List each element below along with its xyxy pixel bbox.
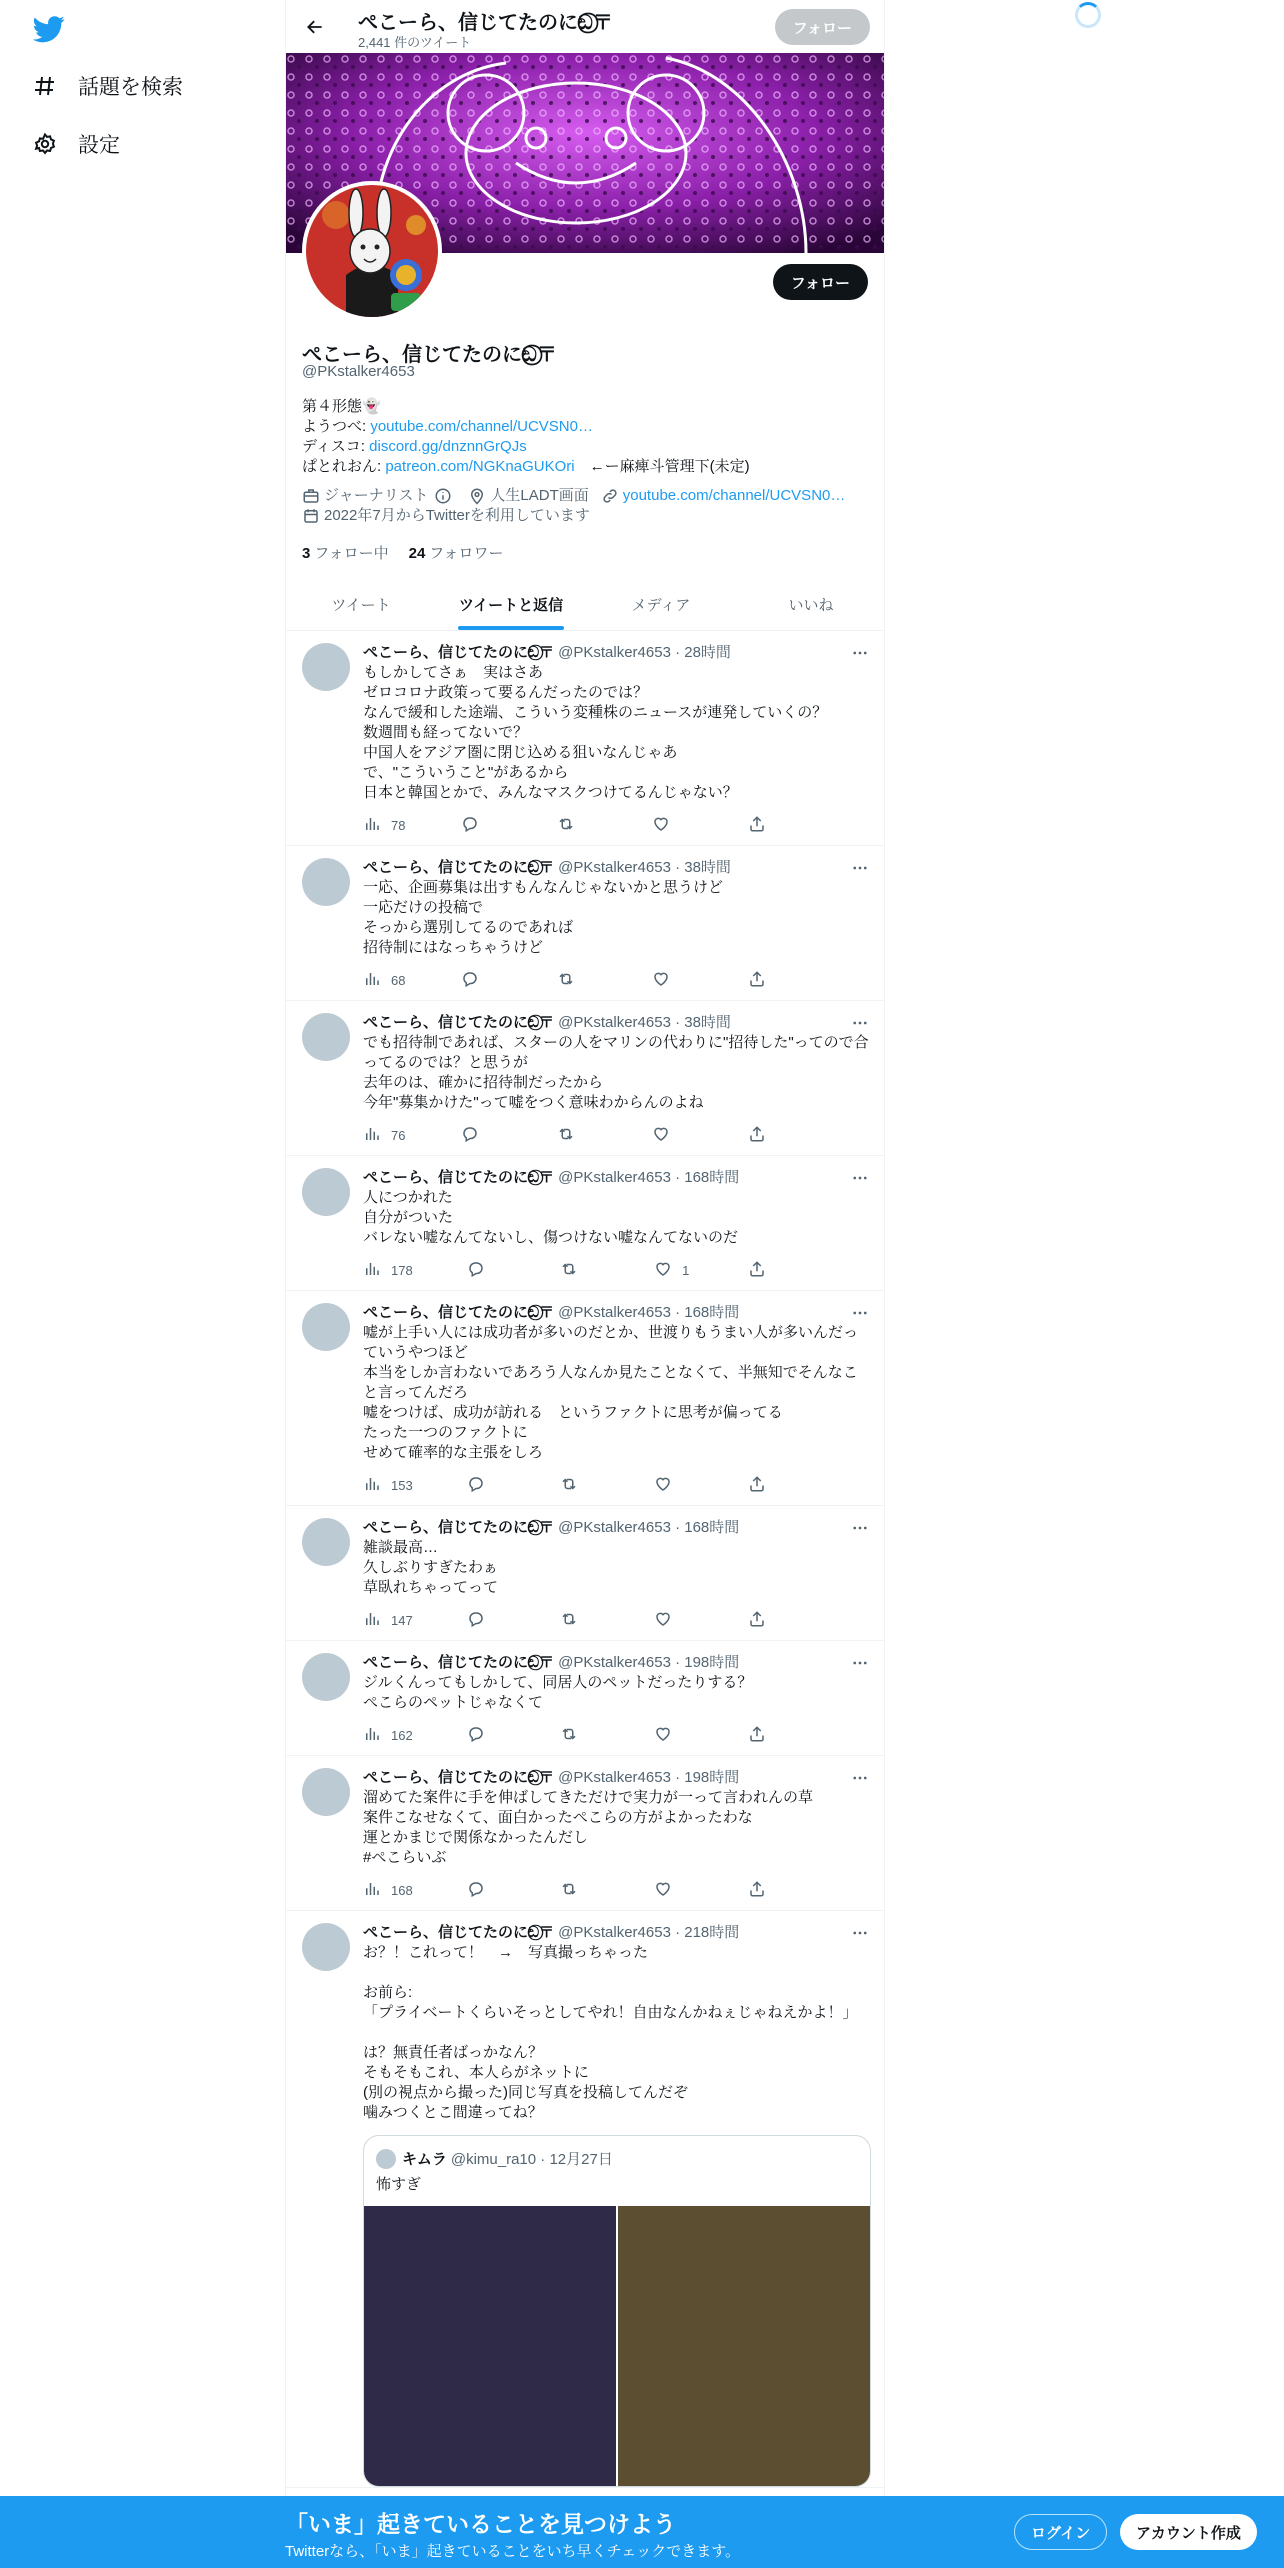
loading-spinner-icon [1075,2,1101,28]
bio-youtube-link[interactable]: youtube.com/channel/UCVSN0… [370,418,593,435]
views-button[interactable] [363,815,405,836]
tweet-author-name[interactable]: ぺこーら、信じてたのにඞ⃝〒 [363,1169,555,1186]
tweet-author-handle[interactable]: @PKstalker4653 · 168時間 [558,1304,740,1321]
tweet-text: お？！これって！ → 写真撮っちゃった お前ら: 「プライベートくらいそっとしてやれ！自由なんかねぇじゃねえかよ！」 は？無責任者ばっかなん？ そもそもこれ、本人らがネットに (別の視点から撮った)同じ写真を投稿してんだぞ 噛みつくとこ間違ってね？ [363,1944,858,2121]
back-arrow-icon[interactable] [298,10,332,44]
share-icon [748,1610,776,1631]
retweet-button[interactable] [560,1880,600,1901]
tweet[interactable] [286,1156,885,1291]
profile-bio [302,397,872,477]
tweet-header [363,1923,870,1943]
share-icon [748,1125,776,1146]
bio-label: ←ー麻痺斗管理下(未定) [574,458,750,475]
share-icon [748,1880,776,1901]
tweet[interactable] [286,1506,885,1641]
share-button[interactable] [748,1260,788,1281]
views-button[interactable] [363,1880,413,1901]
bio-patreon-link[interactable]: patreon.com/NGKnaGUKOri [385,458,575,475]
tweet-text: ジルくんってもしかして、同居人のペットだったりする？ ぺこらのペットじゃなくて [363,1674,753,1711]
reply-button[interactable] [467,1610,507,1631]
like-button[interactable] [652,815,692,836]
retweet-button[interactable] [560,1475,600,1496]
info-icon [434,487,452,505]
signup-button[interactable]: アカウント作成 [1120,2514,1257,2550]
reply-icon [467,1725,495,1746]
sidebar-item-settings[interactable] [18,118,134,170]
views-button[interactable] [363,1610,413,1631]
share-icon [748,1260,776,1281]
tweet[interactable] [286,631,885,846]
share-button[interactable] [748,815,788,836]
views-count: 147 [391,1612,413,1628]
retweet-button[interactable] [560,1260,600,1281]
quoted-tweet-header [364,2136,870,2169]
tweet-author-handle[interactable]: @PKstalker4653 · 38時間 [558,859,731,876]
tweet-actions [363,805,788,845]
tweet-author-handle[interactable]: @PKstalker4653 · 198時間 [558,1654,740,1671]
followers-label: フォロワー [429,545,504,562]
profile-location [468,486,588,506]
timeline [286,631,885,2488]
followers-count: 24 [408,545,426,562]
heart-icon [654,1475,682,1496]
views-count: 168 [391,1882,413,1898]
location-label: 人生LADT画面 [490,487,589,504]
retweet-button[interactable] [560,1725,600,1746]
tab-tweets-and-replies[interactable]: ツイートと返信 [436,578,586,630]
like-button[interactable] [654,1880,694,1901]
page-title: ぺこーら、信じてたのにඞ⃝〒 [358,12,613,34]
quoted-media-image[interactable] [364,2206,618,2486]
calendar-icon [302,507,320,525]
heart-icon [652,1125,680,1146]
reply-icon [461,1125,489,1146]
tweet-author-handle[interactable]: @PKstalker4653 · 38時間 [558,1014,731,1031]
more-options-icon[interactable] [850,643,870,663]
more-options-icon[interactable] [850,858,870,878]
reply-icon [461,970,489,991]
more-options-icon[interactable] [850,1923,870,1943]
share-button[interactable] [748,1475,788,1496]
heart-icon [652,970,680,991]
profile-url[interactable] [601,486,846,506]
following-label: フォロー中 [314,545,389,562]
tweet-avatar[interactable] [302,1518,350,1566]
retweet-icon [560,1610,588,1631]
link-icon [601,487,619,505]
tweet-actions [363,1600,788,1640]
views-count: 178 [391,1262,413,1278]
tweet-avatar[interactable] [302,1303,350,1351]
bio-line [302,437,872,457]
tweet-author-name[interactable]: ぺこーら、信じてたのにඞ⃝〒 [363,1769,555,1786]
quoted-tweet-avatar [376,2149,396,2169]
tweet-header [363,1013,870,1033]
follow-button[interactable]: フォロー [773,264,868,300]
more-options-icon[interactable] [850,1303,870,1323]
tab-likes[interactable]: いいね [788,596,834,614]
profile-name: ぺこーら、信じてたのにඞ⃝〒 [302,344,557,366]
share-button[interactable] [748,1880,788,1901]
tweet-avatar[interactable] [302,1168,350,1216]
profile-avatar[interactable] [302,181,442,321]
tweet-author-handle[interactable]: @PKstalker4653 · 28時間 [558,644,731,661]
views-icon [363,1475,391,1496]
signup-banner-subtitle: Twitterなら、「いま」起きていることをいち早くチェックできます。 [285,2543,741,2560]
retweet-icon [560,1475,588,1496]
profile-url-link[interactable]: youtube.com/channel/UCVSN0… [622,487,846,504]
tweet-avatar[interactable] [302,1013,350,1061]
profile-category [302,486,456,506]
tweet-header [363,1168,870,1188]
tweet-header [363,1768,870,1788]
tweet-author-name[interactable]: ぺこーら、信じてたのにඞ⃝〒 [363,644,555,661]
profile-handle: @PKstalker4653 [302,363,415,380]
tab-tweets[interactable]: ツイート [331,596,391,614]
tweet-text: もしかしてさぁ 実はさあ ゼロコロナ政策って要るんだったのでは？ なんで緩和した途端、こういう変種株のニュースが連発していくの？ 数週間も経ってないで？ 中国人をアジア圏に閉じ込める狙いなんじゃあ で、"こういうこと"があるから 日本と韓国とかで、みんなマスクつけてるんじゃない？ [363,664,828,801]
tweet-author-name[interactable]: ぺこーら、信じてたのにඞ⃝〒 [363,1519,555,1536]
tweet-actions [363,1250,788,1290]
reply-button[interactable] [461,970,501,991]
reply-button[interactable] [461,1125,501,1146]
share-button[interactable] [748,970,788,991]
retweet-icon [557,815,585,836]
tweet-header [363,858,870,878]
header-follow-button[interactable]: フォロー [775,9,870,45]
tweet-author-name[interactable]: ぺこーら、信じてたのにඞ⃝〒 [363,1924,555,1941]
bio-label: ディスコ: [302,438,370,455]
tweet-author-name[interactable]: ぺこーら、信じてたのにඞ⃝〒 [363,1304,555,1321]
profile-meta [302,486,872,526]
tweet-avatar[interactable] [302,1923,350,1971]
login-button[interactable]: ログイン [1014,2514,1107,2550]
tweet-count: 2,441 件のツイート [358,35,472,50]
tab-media[interactable]: メディア [631,596,691,614]
retweet-icon [560,1260,588,1281]
share-icon [748,1475,776,1496]
tweet-text: 嘘が上手い人には成功者が多いのだとか、世渡りもうまい人が多いんだっていうやつほど 本当をしか言わないであろう人なんか見たことなくて、半無知でそんなこと言ってんだろ 嘘をつけば、成功が訪れる というファクトに思考が偏ってる たった一つのファクトに せめて確率的な主張をしろ [363,1324,859,1461]
tweet-hashtag[interactable]: #ぺこらいぶ [363,1849,447,1866]
more-options-icon[interactable] [850,1013,870,1033]
joined-label: 2022年7月からTwitterを利用しています [324,507,590,524]
reply-button[interactable] [467,1260,507,1281]
views-count: 78 [391,817,406,833]
tweet-author-handle[interactable]: @PKstalker4653 · 168時間 [558,1519,740,1536]
reply-icon [467,1880,495,1901]
bio-line [302,417,872,437]
tweet-avatar[interactable] [302,858,350,906]
share-icon [748,815,776,836]
tweet[interactable] [286,1291,885,1506]
retweet-icon [557,970,585,991]
heart-icon [654,1610,682,1631]
views-count: 76 [391,1127,406,1143]
tweet[interactable] [286,1641,885,1756]
bio-label: ようつべ: [302,418,371,435]
tweet-text: 雑談最高… 久しぶりすぎたわぁ 草臥れちゃってって [363,1539,499,1596]
views-button[interactable] [363,1260,413,1281]
profile-header-bar [286,0,885,53]
tweet-text: 一応、企画募集は出すもんなんじゃないかと思うけど 一応だけの投稿で そっから選別してるのであれば 招待制にはなっちゃうけど [363,879,724,956]
like-button[interactable] [654,1260,694,1281]
tweet-author-name[interactable]: ぺこーら、信じてたのにඞ⃝〒 [363,1014,555,1031]
share-icon [748,970,776,991]
tweet-actions [363,1715,788,1755]
tweet-author-handle[interactable]: @PKstalker4653 · 168時間 [558,1169,740,1186]
reply-button[interactable] [467,1475,507,1496]
views-icon [363,1725,391,1746]
views-icon [363,1880,391,1901]
tweet-avatar[interactable] [302,1653,350,1701]
hashtag-icon [32,73,58,99]
tweet-avatar[interactable] [302,1768,350,1816]
tweet-actions [363,1115,788,1155]
like-button[interactable] [654,1610,694,1631]
reply-button[interactable] [461,815,501,836]
tweet[interactable] [286,1001,885,1156]
sidebar-item-label: 話題を検索 [78,76,183,99]
quoted-media-image[interactable] [618,2206,870,2486]
tweet[interactable] [286,846,885,1001]
followers-link[interactable] [409,542,504,563]
tweet-text: でも招待制であれば、スターの人をマリンの代わりに"招待した"ってので合ってるのでは？と思うが 去年のは、確かに招待制だったから 今年"募集かけた"って嘘をつく意味わからんのよね [363,1034,869,1111]
tweet-author-handle[interactable]: @PKstalker4653 · 198時間 [558,1769,740,1786]
views-icon [363,815,391,836]
bio-discord-link[interactable]: discord.gg/dnznnGrQJs [369,438,527,455]
views-count: 68 [391,972,406,988]
tweet-text: 人につかれた 自分がついた バレない嘘なんてないし、傷つけない嘘なんてないのだ [363,1189,739,1246]
briefcase-icon [302,487,320,505]
tweet-avatar[interactable] [302,643,350,691]
retweet-icon [560,1725,588,1746]
views-button[interactable] [363,1125,405,1146]
tweet-header [363,643,870,663]
retweet-icon [560,1880,588,1901]
gear-icon [32,131,58,157]
like-button[interactable] [654,1725,694,1746]
heart-icon [652,815,680,836]
tweet-actions [363,1465,788,1505]
signup-banner-title: 「いま」起きていることを見つけよう [285,2511,676,2537]
bio-line [302,457,872,477]
reply-icon [467,1610,495,1631]
tweet-header [363,1518,870,1538]
quoted-tweet-media[interactable] [364,2206,870,2486]
views-button[interactable] [363,1475,413,1496]
like-button[interactable] [654,1475,694,1496]
views-icon [363,1610,391,1631]
views-icon [363,1260,391,1281]
profile-column [285,0,885,2568]
share-button[interactable] [748,1125,788,1146]
heart-icon [654,1260,682,1281]
sidebar-item-explore[interactable] [18,60,197,112]
more-options-icon[interactable] [850,1168,870,1188]
share-button[interactable] [748,1725,788,1746]
more-options-icon[interactable] [850,1653,870,1673]
quoted-tweet[interactable] [363,2135,871,2487]
share-icon [748,1725,776,1746]
views-icon [363,970,391,991]
sidebar-item-label: 設定 [78,134,120,157]
reply-button[interactable] [467,1725,507,1746]
views-count: 153 [391,1477,413,1493]
retweet-button[interactable] [557,815,597,836]
tweet-author-name[interactable]: ぺこーら、信じてたのにඞ⃝〒 [363,859,555,876]
quoted-tweet-handle: @kimu_ra10 · 12月27日 [450,2151,613,2168]
like-count: 1 [682,1262,690,1278]
more-options-icon[interactable] [850,1768,870,1788]
location-pin-icon [468,487,486,505]
profile-joined [302,506,590,526]
retweet-button[interactable] [557,970,597,991]
heart-icon [654,1880,682,1901]
tweet-author-name[interactable]: ぺこーら、信じてたのにඞ⃝〒 [363,1654,555,1671]
twitter-bird-icon[interactable] [33,13,65,45]
bio-label: ぱとれおん: [302,458,386,475]
tweet-header [363,1653,870,1673]
quoted-tweet-author: キムラ [402,2151,447,2168]
retweet-button[interactable] [560,1610,600,1631]
tweet-header [363,1303,870,1323]
tweet-author-handle[interactable]: @PKstalker4653 · 218時間 [558,1924,740,1941]
like-button[interactable] [652,970,692,991]
like-button[interactable] [652,1125,692,1146]
quoted-tweet-text: 怖すぎ [376,2176,422,2193]
share-button[interactable] [748,1610,788,1631]
category-label: ジャーナリスト [324,487,429,504]
heart-icon [654,1725,682,1746]
views-button[interactable] [363,1725,413,1746]
reply-icon [461,815,489,836]
reply-button[interactable] [467,1880,507,1901]
views-button[interactable] [363,970,405,991]
signup-banner [0,2496,1284,2568]
retweet-button[interactable] [557,1125,597,1146]
tweet-actions [363,960,788,1000]
tweet[interactable] [286,1756,885,1911]
more-options-icon[interactable] [850,1518,870,1538]
views-icon [363,1125,391,1146]
reply-icon [467,1260,495,1281]
retweet-icon [557,1125,585,1146]
reply-icon [467,1475,495,1496]
tweet-actions [363,1870,788,1910]
following-count: 3 [302,545,311,562]
profile-stats [302,542,524,563]
tweet[interactable] [286,1911,885,2488]
tweet-text: 溜めてた案件に手を伸ばしてきただけで実力が一って言われんの草 案件こなせなくて、面白かったぺこらの方がよかったわな 運とかまじで関係なかったんだし [363,1789,814,1846]
profile-tabs [286,578,885,631]
bio-line: 第４形態👻 [302,398,381,415]
left-sidebar [0,0,285,2568]
views-count: 162 [391,1727,413,1743]
following-link[interactable] [302,542,389,563]
